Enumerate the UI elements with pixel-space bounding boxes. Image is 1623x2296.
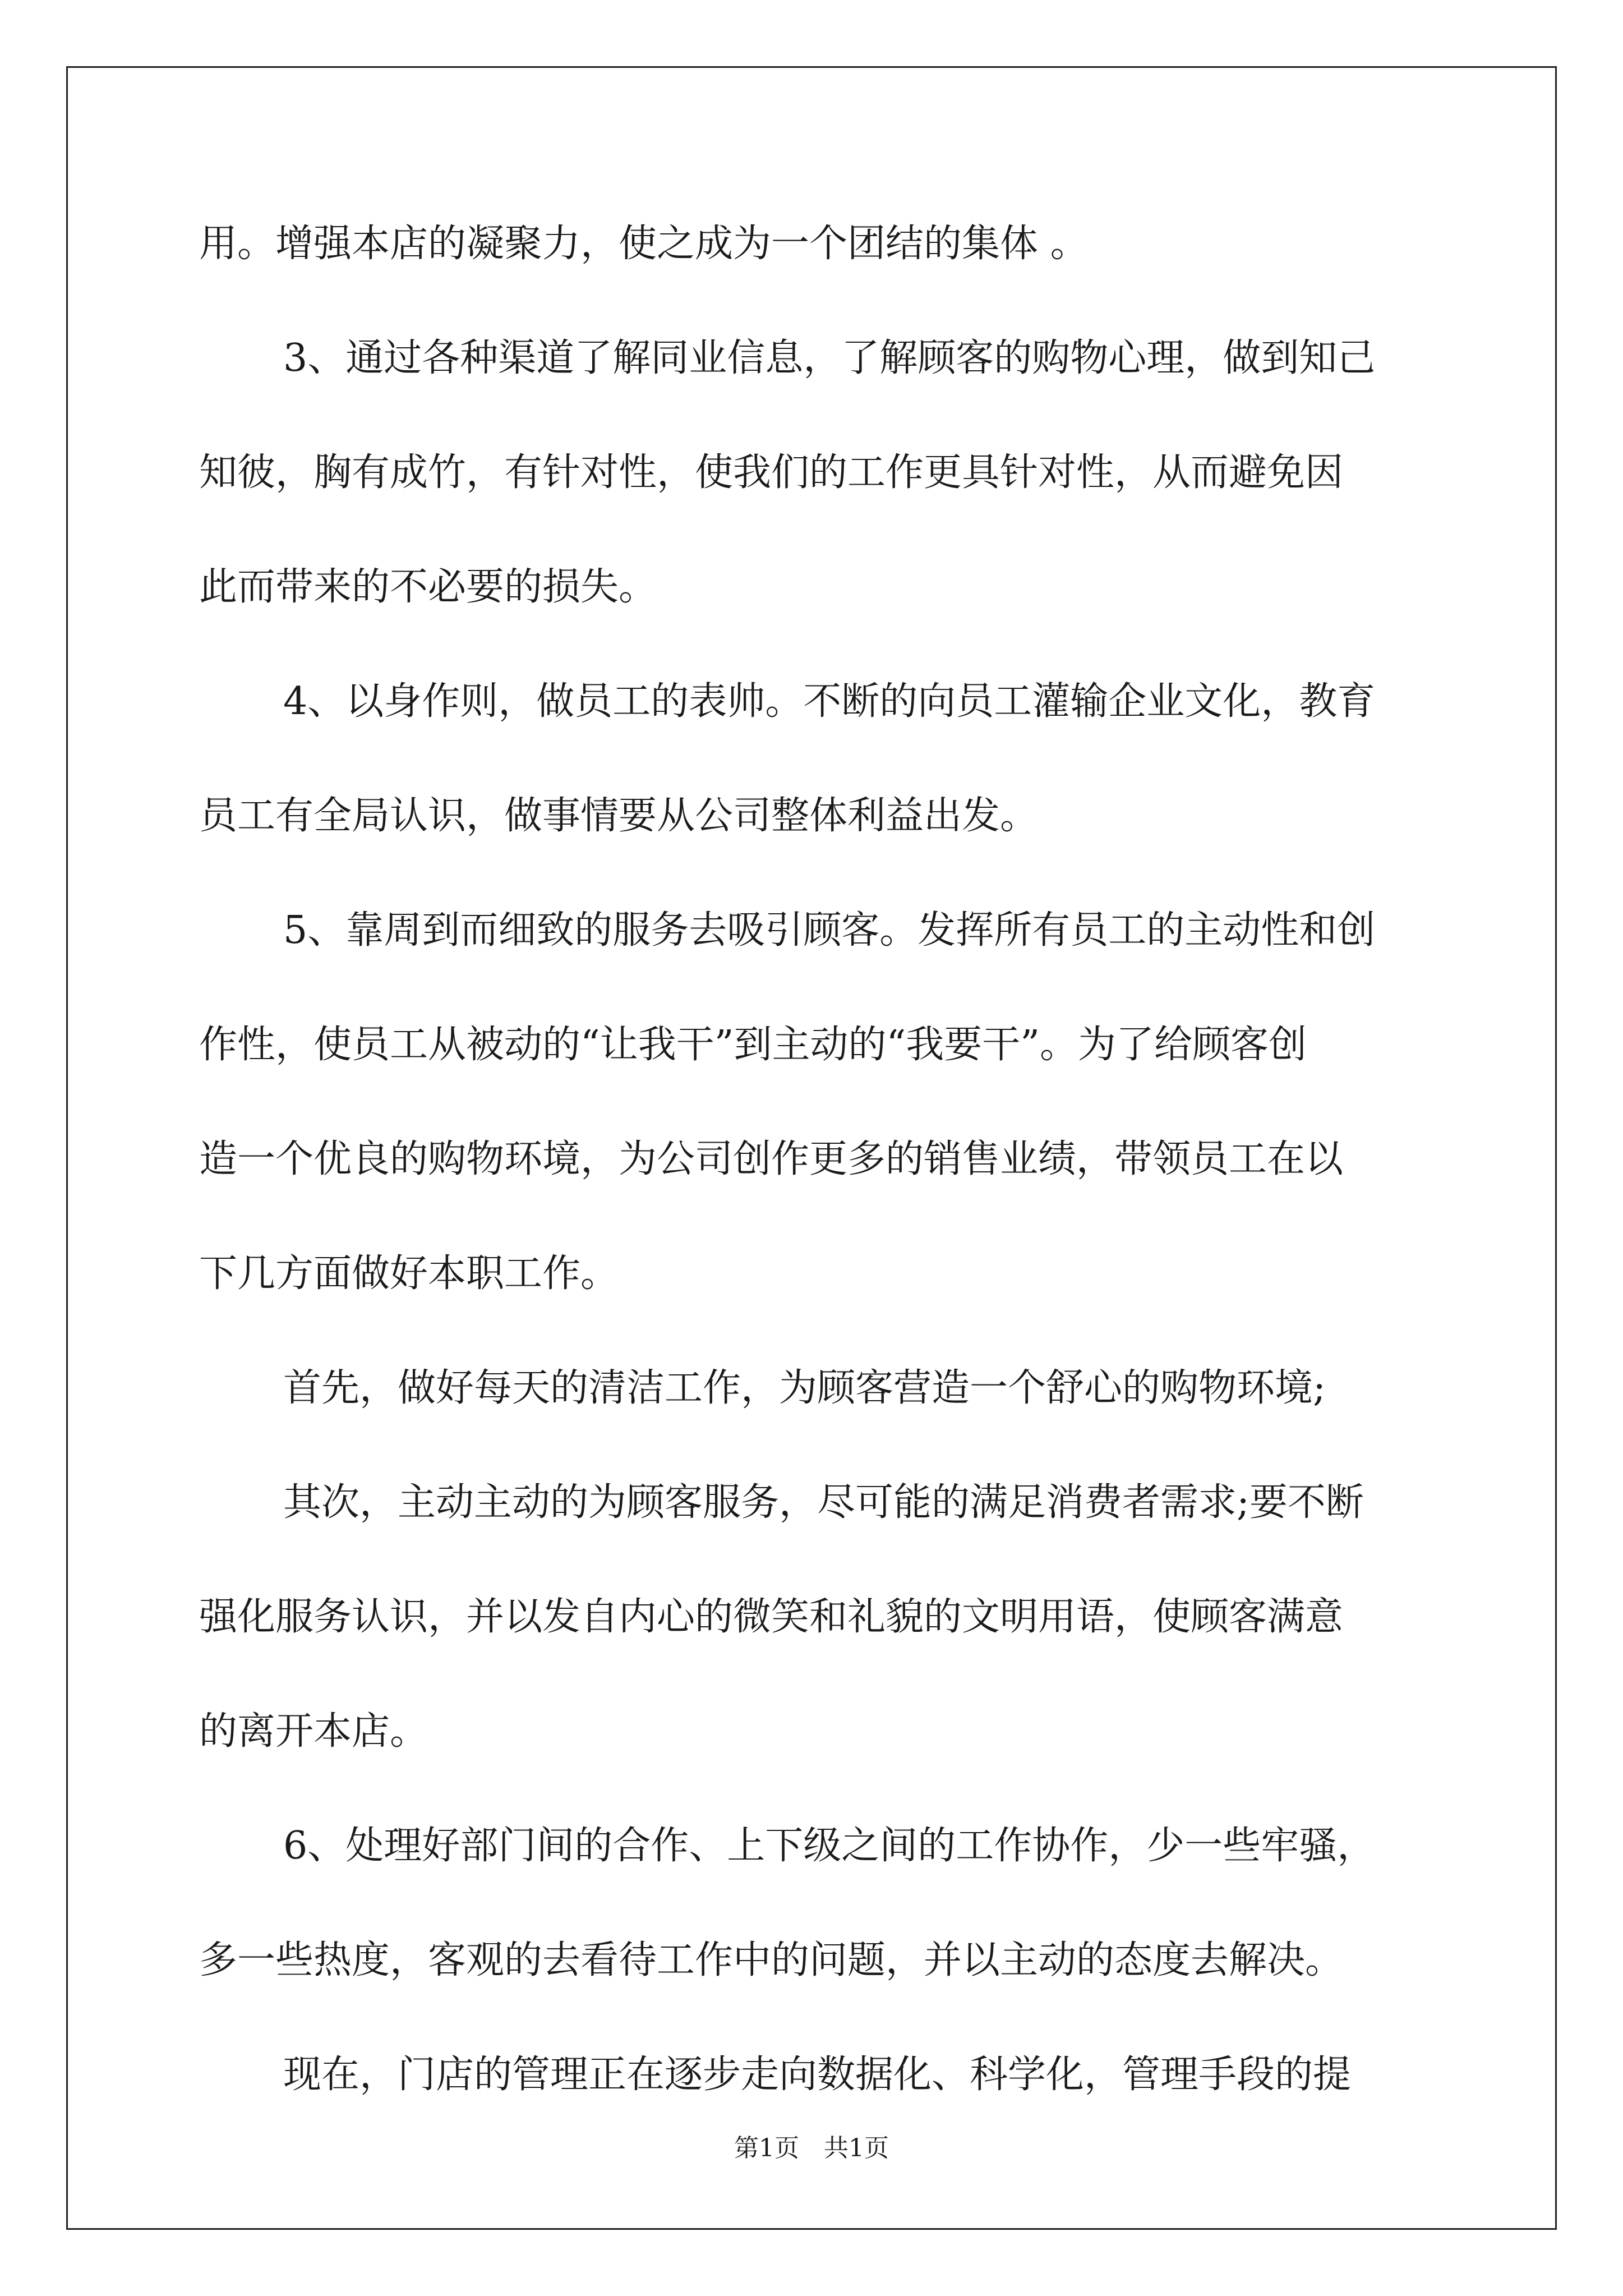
text-line: 下几方面做好本职工作。: [199, 1251, 619, 1296]
paragraph-5-start: 5、靠周到而细致的服务去吸引顾客。发挥所有员工的主动性和创: [283, 908, 1376, 953]
paragraph-3-start: 3、通过各种渠道了解同业信息，了解顾客的购物心理，做到知己: [283, 336, 1376, 380]
paragraph-4-start: 4、以身作则，做员工的表帅。不断的向员工灌输企业文化，教育: [283, 679, 1376, 724]
text-line: 强化服务认识，并以发自内心的微笑和礼貌的文明用语，使顾客满意: [199, 1595, 1344, 1639]
text-line: 造一个优良的购物环境，为公司创作更多的销售业绩，带领员工在以: [199, 1137, 1344, 1181]
paragraph-6-start: 6、处理好部门间的合作、上下级之间的工作协作，少一些牢骚，: [283, 1824, 1376, 1868]
paragraph-now-start: 现在，门店的管理正在逐步走向数据化、科学化，管理手段的提: [283, 2053, 1352, 2097]
text-line: 作性，使员工从被动的“让我干”到主动的“我要干”。为了给顾客创: [199, 1023, 1307, 1067]
text-line: 此而带来的不必要的损失。: [199, 565, 657, 609]
paragraph-second-start: 其次，主动主动的为顾客服务，尽可能的满足消费者需求;要不断: [283, 1480, 1364, 1525]
page-number: 第1页 共1页: [734, 2134, 889, 2162]
paragraph-first-start: 首先，做好每天的清洁工作，为顾客营造一个舒心的购物环境;: [283, 1366, 1326, 1410]
document-body: [199, 222, 1424, 2167]
text-line: 的离开本店。: [199, 1709, 428, 1754]
text-line: 多一些热度，客观的去看待工作中的问题，并以主动的态度去解决。: [199, 1938, 1344, 1982]
text-line: 员工有全局认识，做事情要从公司整体利益出发。: [199, 794, 1039, 838]
text-line: 知彼，胸有成竹，有针对性，使我们的工作更具针对性，从而避免因: [199, 450, 1344, 495]
text-line: 用。增强本店的凝聚力，使之成为一个团结的集体 。: [199, 222, 1089, 266]
